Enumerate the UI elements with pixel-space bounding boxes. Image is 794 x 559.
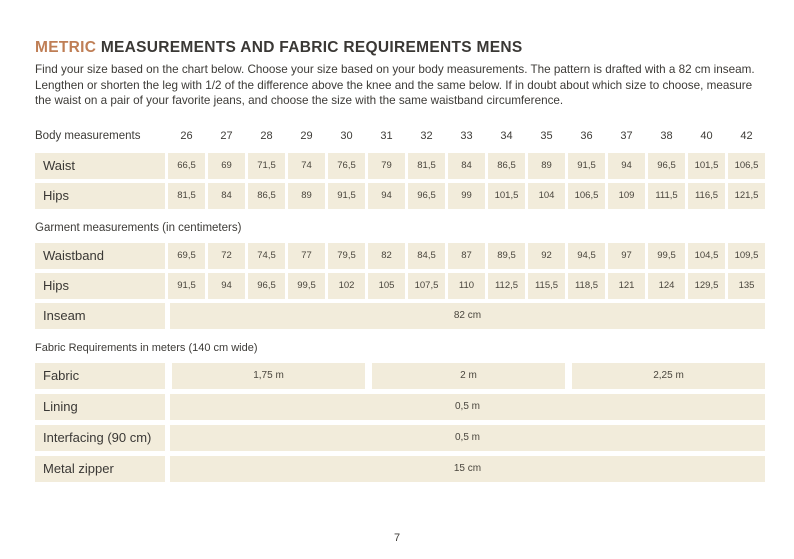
size-header-cell: 26: [180, 129, 193, 142]
row-label: Hips: [35, 273, 165, 299]
garment-measurements-table: [35, 243, 765, 329]
size-header-row: [35, 123, 765, 149]
row-label: Waist: [35, 153, 165, 179]
measurement-cell: 86,5: [488, 153, 525, 179]
size-header-cell: 30: [340, 129, 353, 142]
measurement-cell: 89: [288, 183, 325, 209]
garment-section-label: Garment measurements (in centimeters): [35, 221, 242, 234]
table-row-hips: [35, 183, 765, 209]
size-header-cell: 31: [380, 129, 393, 142]
measurement-cell: 74: [288, 153, 325, 179]
measurement-cell: 121,5: [728, 183, 765, 209]
measurement-cell: 81,5: [408, 153, 445, 179]
measurement-cell: 99,5: [288, 273, 325, 299]
lining-value-cell: 0,5 m: [170, 394, 765, 420]
measurement-cell: 116,5: [688, 183, 725, 209]
measurement-cell: 97: [608, 243, 645, 269]
size-header-cell: 27: [220, 129, 233, 142]
page-title: [35, 39, 765, 57]
measurement-cell: 99: [448, 183, 485, 209]
size-header-cell: 42: [740, 129, 753, 142]
measurement-cell: 107,5: [408, 273, 445, 299]
measurement-cell: 91,5: [328, 183, 365, 209]
measurement-cell: 96,5: [408, 183, 445, 209]
measurement-cell: 74,5: [248, 243, 285, 269]
measurement-cell: 101,5: [488, 183, 525, 209]
size-header-cell: 32: [420, 129, 433, 142]
size-header-cell: 33: [460, 129, 473, 142]
measurement-cell: 124: [648, 273, 685, 299]
table-row-metal-zipper: [35, 456, 765, 482]
table-row-inseam: [35, 303, 765, 329]
measurement-cell: 91,5: [568, 153, 605, 179]
measurement-cell: 82: [368, 243, 405, 269]
measurement-cell: 84: [208, 183, 245, 209]
measurement-cell: 84: [448, 153, 485, 179]
measurement-cell: 69,5: [168, 243, 205, 269]
row-label: Lining: [35, 394, 165, 420]
measurement-cell: 94: [608, 153, 645, 179]
measurement-cell: 66,5: [168, 153, 205, 179]
measurement-cell: 135: [728, 273, 765, 299]
measurement-cell: 110: [448, 273, 485, 299]
table-row-waistband: [35, 243, 765, 269]
measurement-cell: 118,5: [568, 273, 605, 299]
size-header-cell: 36: [580, 129, 593, 142]
measurement-cell: 92: [528, 243, 565, 269]
measurement-cell: 79,5: [328, 243, 365, 269]
page-title-highlight: METRIC: [35, 39, 97, 56]
fabric-section-label: Fabric Requirements in meters (140 cm wide): [35, 341, 258, 354]
measurement-cell: 105: [368, 273, 405, 299]
fabric-requirements-table: [35, 363, 765, 482]
size-header-cell: 38: [660, 129, 673, 142]
page-title-rest: MEASUREMENTS AND FABRIC REQUIREMENTS MENS: [100, 39, 523, 56]
row-label: Metal zipper: [35, 456, 165, 482]
row-label: Inseam: [35, 303, 165, 329]
measurement-cell: 81,5: [168, 183, 205, 209]
size-header-cell: 29: [300, 129, 313, 142]
measurement-cell: 111,5: [648, 183, 685, 209]
measurement-cell: 84,5: [408, 243, 445, 269]
row-label: Fabric: [35, 363, 165, 389]
interfacing-value-cell: 0,5 m: [170, 425, 765, 451]
measurement-cell: 112,5: [488, 273, 525, 299]
measurement-cell: 96,5: [648, 153, 685, 179]
measurement-cell: 109,5: [728, 243, 765, 269]
measurement-cell: 104: [528, 183, 565, 209]
table-row-garment-hips: [35, 273, 765, 299]
measurement-cell: 79: [368, 153, 405, 179]
measurement-cell: 115,5: [528, 273, 565, 299]
zipper-value-cell: 15 cm: [170, 456, 765, 482]
measurement-cell: 109: [608, 183, 645, 209]
measurement-cell: 102: [328, 273, 365, 299]
measurement-cell: 94: [368, 183, 405, 209]
measurement-cell: 104,5: [688, 243, 725, 269]
body-measurements-header-label: Body measurements: [35, 129, 141, 142]
fabric-value-cell: 2,25 m: [572, 363, 765, 389]
row-label: Waistband: [35, 243, 165, 269]
inseam-value-cell: 82 cm: [170, 303, 765, 329]
row-label: Hips: [35, 183, 165, 209]
table-row-fabric: [35, 363, 765, 389]
table-row-interfacing: [35, 425, 765, 451]
measurement-cell: 94: [208, 273, 245, 299]
measurement-cell: 76,5: [328, 153, 365, 179]
measurement-cell: 101,5: [688, 153, 725, 179]
size-header-cell: 35: [540, 129, 553, 142]
measurement-cell: 96,5: [248, 273, 285, 299]
table-row-waist: [35, 153, 765, 179]
measurement-cell: 106,5: [728, 153, 765, 179]
measurement-cell: 106,5: [568, 183, 605, 209]
page-number: 7: [393, 532, 401, 544]
size-header-cell: 28: [260, 129, 273, 142]
intro-paragraph: Find your size based on the chart below. Choose your size based on your body measurements. The pattern is drafted with a 82 cm inseam. Lengthen or shorten the leg with 1/2 of the difference above the knee and the same below. If in doubt about which size to choose, measure the waist on a pair of your favorite jeans, and choose the size with the same waistband circumference.: [35, 63, 755, 108]
table-row-lining: [35, 394, 765, 420]
measurement-cell: 77: [288, 243, 325, 269]
measurement-cell: 87: [448, 243, 485, 269]
measurement-cell: 89: [528, 153, 565, 179]
measurement-cell: 99,5: [648, 243, 685, 269]
fabric-value-cell: 2 m: [372, 363, 565, 389]
fabric-value-cell: 1,75 m: [172, 363, 365, 389]
measurement-cell: 69: [208, 153, 245, 179]
measurement-cell: 89,5: [488, 243, 525, 269]
size-header-cell: 40: [700, 129, 713, 142]
measurement-cell: 86,5: [248, 183, 285, 209]
body-measurements-table: [35, 123, 765, 209]
size-header-cell: 34: [500, 129, 513, 142]
row-label: Interfacing (90 cm): [35, 425, 165, 451]
measurement-cell: 94,5: [568, 243, 605, 269]
measurement-cell: 129,5: [688, 273, 725, 299]
measurement-cell: 71,5: [248, 153, 285, 179]
measurement-cell: 91,5: [168, 273, 205, 299]
measurement-cell: 121: [608, 273, 645, 299]
measurement-cell: 72: [208, 243, 245, 269]
size-header-cell: 37: [620, 129, 633, 142]
